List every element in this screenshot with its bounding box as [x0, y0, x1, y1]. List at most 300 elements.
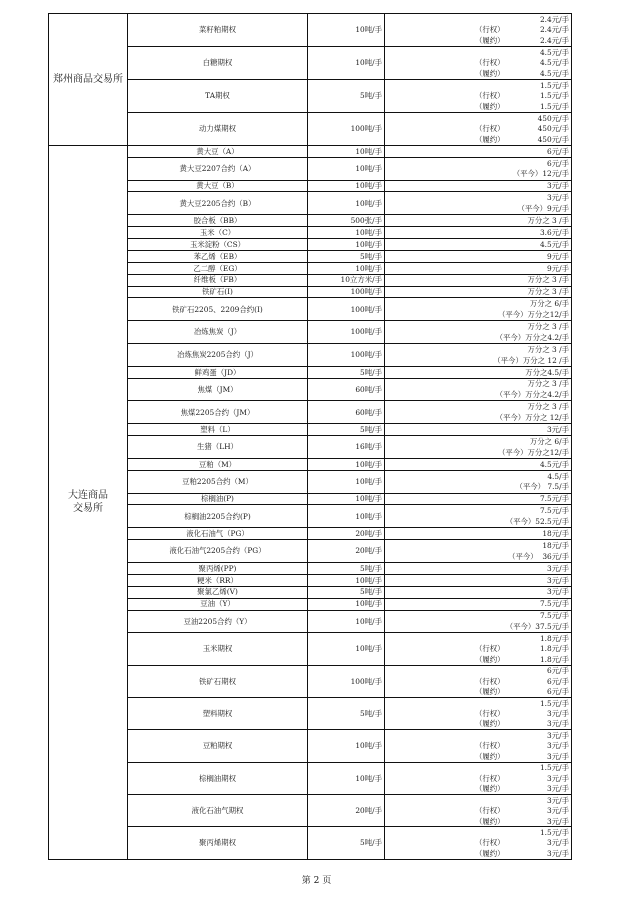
trading-unit: 10吨/手 [308, 730, 385, 762]
fee-cell [385, 344, 572, 367]
fee-line [385, 563, 571, 574]
table-row [49, 344, 572, 367]
fee-value: 3元/手 [547, 795, 569, 805]
fee-line [385, 287, 571, 298]
fee-cell [385, 436, 572, 459]
fee-type-label: （行权） [475, 773, 505, 783]
table-row [49, 424, 572, 436]
trading-unit: 10吨/手 [308, 46, 385, 79]
fee-cell [385, 586, 572, 598]
fee-line [385, 795, 571, 805]
table-row [49, 378, 572, 401]
fee-line [385, 773, 571, 783]
fee-value: 6元/手 [547, 676, 569, 686]
fee-value: 3.6元/手 [539, 227, 569, 237]
fee-line [385, 730, 571, 740]
table-row [49, 795, 572, 827]
fee-value: 3元/手 [547, 848, 569, 858]
trading-unit: 500张/手 [308, 215, 385, 227]
fee-cell [385, 192, 572, 215]
product-name: 豆粕2205合约（M） [128, 470, 308, 493]
fee-cell [385, 424, 572, 436]
trading-unit: 60吨/手 [308, 378, 385, 401]
table-row [49, 436, 572, 459]
fee-type-label: （行权） [475, 124, 505, 134]
table-row [49, 298, 572, 321]
trading-unit: 10吨/手 [308, 157, 385, 180]
fee-line [385, 134, 571, 145]
table-row [49, 321, 572, 344]
table-row [49, 157, 572, 180]
product-name: 铁矿石2205、2209合约(I) [128, 298, 308, 321]
fee-line [385, 379, 571, 390]
fee-line [385, 621, 571, 632]
exchange-name-line: 大连商品 [68, 490, 108, 502]
fee-cell [385, 762, 572, 794]
fee-value: 万分之 3 /手 [527, 287, 569, 297]
trading-unit: 10吨/手 [308, 262, 385, 274]
fee-line [385, 719, 571, 729]
trading-unit: 100吨/手 [308, 321, 385, 344]
fee-line [385, 816, 571, 826]
product-name: 冶炼焦炭2205合约（J） [128, 344, 308, 367]
table-row [49, 574, 572, 586]
fee-type-label: （履约） [475, 134, 505, 144]
fee-line [385, 25, 571, 36]
table-row [49, 239, 572, 251]
fee-line [385, 698, 571, 708]
trading-unit: 10立方米/手 [308, 274, 385, 286]
trading-unit: 5吨/手 [308, 562, 385, 574]
table-row [49, 458, 572, 470]
fee-line [385, 181, 571, 192]
fee-type-label: （平今） [512, 169, 543, 179]
fee-line [385, 482, 571, 493]
fee-value: 7.5元/手 [539, 506, 569, 516]
fee-line [385, 412, 571, 423]
fee-line [385, 528, 571, 539]
product-name: 动力煤期权 [128, 112, 308, 145]
fee-type-label: （平今） [515, 482, 546, 492]
fee-value: 12元/手 [542, 169, 569, 179]
trading-unit: 10吨/手 [308, 574, 385, 586]
trading-unit: 10吨/手 [308, 762, 385, 794]
fee-cell [385, 145, 572, 157]
fee-line [385, 611, 571, 622]
table-row [49, 366, 572, 378]
fee-line [385, 146, 571, 157]
fee-value: 4.5/手 [547, 471, 569, 481]
trading-unit: 10吨/手 [308, 227, 385, 239]
trading-unit: 5吨/手 [308, 586, 385, 598]
trading-unit: 10吨/手 [308, 192, 385, 215]
fee-value: 4.5元/手 [539, 58, 569, 68]
fee-type-label: （履约） [475, 68, 505, 78]
fee-value: 1.5元/手 [539, 698, 569, 708]
product-name: 冶炼焦炭（J） [128, 321, 308, 344]
fee-cell [385, 262, 572, 274]
fee-value: 3元/手 [547, 719, 569, 729]
fee-cell [385, 795, 572, 827]
trading-unit: 100吨/手 [308, 665, 385, 697]
product-name: TA期权 [128, 79, 308, 112]
fee-value: 9元/手 [547, 263, 569, 273]
fee-value: 万分之 12 /手 [522, 355, 569, 365]
trading-unit: 10吨/手 [308, 610, 385, 633]
fee-line [385, 101, 571, 112]
fee-line [385, 708, 571, 718]
product-name: 胶合板（BB） [128, 215, 308, 227]
trading-unit: 10吨/手 [308, 458, 385, 470]
product-name: 液化石油气（PG） [128, 528, 308, 540]
fee-value: 3元/手 [547, 424, 569, 434]
fee-line [385, 540, 571, 551]
fee-type-label: （行权） [475, 741, 505, 751]
fee-line [385, 344, 571, 355]
fee-cell [385, 633, 572, 665]
fee-cell [385, 215, 572, 227]
table-row [49, 562, 572, 574]
fee-value: 3元/手 [547, 181, 569, 191]
trading-unit: 20吨/手 [308, 528, 385, 540]
product-name: 焦煤2205合约（JM） [128, 401, 308, 424]
fee-type-label: （平今） [505, 517, 536, 527]
fee-value: 万分之 6/手 [529, 436, 569, 446]
product-name: 塑料期权 [128, 698, 308, 730]
product-name: 棕榈油2205合约(P) [128, 505, 308, 528]
fee-value: 万分之 6/手 [529, 299, 569, 309]
fee-table [48, 13, 572, 860]
product-name: 塑料（L） [128, 424, 308, 436]
table-row [49, 145, 572, 157]
fee-line [385, 838, 571, 848]
fee-value: 450元/手 [537, 134, 569, 144]
product-name: 铁矿石期权 [128, 665, 308, 697]
fee-value: 4.5元/手 [539, 68, 569, 78]
table-row [49, 180, 572, 192]
trading-unit: 10吨/手 [308, 145, 385, 157]
fee-value: 9元/手 [547, 204, 569, 214]
table-row [49, 528, 572, 540]
fee-type-label: （行权） [475, 806, 505, 816]
table-row [49, 762, 572, 794]
fee-line [385, 447, 571, 458]
trading-unit: 5吨/手 [308, 424, 385, 436]
fee-type-label: （行权） [475, 25, 505, 35]
fee-line [385, 192, 571, 203]
fee-line [385, 203, 571, 214]
fee-line [385, 741, 571, 751]
fee-type-label: （行权） [475, 676, 505, 686]
fee-cell [385, 698, 572, 730]
product-name: 黄大豆2207合约（A） [128, 157, 308, 180]
fee-type-label: （履约） [475, 654, 505, 664]
fee-value: 万分之 3 /手 [527, 215, 569, 225]
fee-value: 1.5元/手 [539, 827, 569, 837]
fee-line [385, 251, 571, 262]
trading-unit: 16吨/手 [308, 436, 385, 459]
fee-value: 3元/手 [547, 806, 569, 816]
fee-value: 4.5元/手 [539, 47, 569, 57]
table-row [49, 79, 572, 112]
fee-value: 3元/手 [547, 838, 569, 848]
fee-line [385, 687, 571, 697]
table-row [49, 401, 572, 424]
fee-value: 万分之12/手 [527, 310, 569, 320]
fee-line [385, 551, 571, 562]
fee-cell [385, 239, 572, 251]
fee-value: 1.8元/手 [539, 654, 569, 664]
product-name: 豆粕（M） [128, 458, 308, 470]
fee-value: 7.5/手 [545, 482, 569, 492]
fee-type-label: （履约） [475, 101, 505, 111]
fee-value: 1.5元/手 [539, 763, 569, 773]
fee-line [385, 587, 571, 598]
product-name: 聚丙烯期权 [128, 827, 308, 859]
product-name: 棕榈油(P) [128, 493, 308, 505]
fee-cell [385, 46, 572, 79]
trading-unit: 60吨/手 [308, 401, 385, 424]
fee-value: 7.5元/手 [539, 494, 569, 504]
fee-value: 7.5元/手 [539, 599, 569, 609]
product-name: 玉米期权 [128, 633, 308, 665]
fee-cell [385, 321, 572, 344]
fee-value: 3元/手 [547, 575, 569, 585]
trading-unit: 10吨/手 [308, 493, 385, 505]
fee-line [385, 401, 571, 412]
trading-unit: 10吨/手 [308, 633, 385, 665]
fee-cell [385, 227, 572, 239]
fee-cell [385, 298, 572, 321]
fee-value: 万分之 3 /手 [527, 321, 569, 331]
trading-unit: 5吨/手 [308, 827, 385, 859]
fee-value: 3元/手 [547, 751, 569, 761]
fee-line [385, 215, 571, 226]
trading-unit: 100吨/手 [308, 344, 385, 367]
fee-value: 3元/手 [547, 784, 569, 794]
fee-cell [385, 79, 572, 112]
product-name: 聚丙烯(PP) [128, 562, 308, 574]
fee-value: 7.5元/手 [539, 611, 569, 621]
fee-line [385, 827, 571, 837]
fee-value: 2.4元/手 [539, 35, 569, 45]
fee-line [385, 459, 571, 470]
trading-unit: 5吨/手 [308, 79, 385, 112]
product-name: 豆油（Y） [128, 598, 308, 610]
fee-line [385, 124, 571, 135]
fee-value: 2.4元/手 [539, 25, 569, 35]
product-name: 棕榈油期权 [128, 762, 308, 794]
fee-value: 万分之 3 /手 [527, 402, 569, 412]
fee-line [385, 367, 571, 378]
fee-cell [385, 562, 572, 574]
product-name: 乙二醇（EG） [128, 262, 308, 274]
product-name: 菜籽粕期权 [128, 14, 308, 47]
product-name: 玉米淀粉（CS） [128, 239, 308, 251]
fee-cell [385, 528, 572, 540]
fee-cell [385, 665, 572, 697]
page-number: 第 2 页 [301, 876, 332, 886]
product-name: 聚氯乙烯(V) [128, 586, 308, 598]
product-name: 铁矿石(I) [128, 286, 308, 298]
table-row [49, 215, 572, 227]
fee-cell [385, 574, 572, 586]
fee-line [385, 599, 571, 610]
fee-type-label: （履约） [475, 35, 505, 45]
fee-value: 18元/手 [542, 540, 569, 550]
fee-value: 6元/手 [547, 158, 569, 168]
fee-type-label: （行权） [475, 91, 505, 101]
fee-line [385, 80, 571, 91]
fee-value: 450元/手 [537, 124, 569, 134]
fee-cell [385, 378, 572, 401]
fee-line [385, 275, 571, 286]
fee-type-label: （履约） [475, 751, 505, 761]
fee-value: 2.4元/手 [539, 14, 569, 24]
fee-line [385, 654, 571, 664]
fee-cell [385, 401, 572, 424]
table-row [49, 586, 572, 598]
fee-line [385, 424, 571, 435]
fee-line [385, 390, 571, 401]
trading-unit: 20吨/手 [308, 795, 385, 827]
table-row [49, 493, 572, 505]
trading-unit: 10吨/手 [308, 505, 385, 528]
fee-value: 4.5元/手 [539, 239, 569, 249]
fee-value: 万分之 3 /手 [527, 379, 569, 389]
fee-line [385, 666, 571, 676]
table-row [49, 610, 572, 633]
product-name: 玉米（C） [128, 227, 308, 239]
table-row [49, 250, 572, 262]
fee-line [385, 298, 571, 309]
fee-line [385, 239, 571, 250]
fee-type-label: （平今） [505, 622, 536, 632]
fee-line [385, 158, 571, 169]
fee-cell [385, 180, 572, 192]
fee-value: 6元/手 [547, 687, 569, 697]
fee-value: 万分之 3 /手 [527, 275, 569, 285]
fee-value: 1.8元/手 [539, 644, 569, 654]
table-row [49, 665, 572, 697]
fee-line [385, 848, 571, 858]
fee-type-label: （平今） [495, 413, 526, 423]
fee-type-label: （履约） [475, 784, 505, 794]
fee-line [385, 169, 571, 180]
fee-line [385, 505, 571, 516]
fee-value: 3元/手 [547, 730, 569, 740]
fee-value: 1.5元/手 [539, 80, 569, 90]
table-row [49, 286, 572, 298]
product-name: 黄大豆（A） [128, 145, 308, 157]
fee-cell [385, 458, 572, 470]
fee-line [385, 806, 571, 816]
table-row [49, 262, 572, 274]
table-row [49, 598, 572, 610]
fee-cell [385, 493, 572, 505]
fee-cell [385, 14, 572, 47]
fee-line [385, 91, 571, 102]
fee-line [385, 763, 571, 773]
table-row [49, 112, 572, 145]
fee-cell [385, 274, 572, 286]
fee-line [385, 47, 571, 58]
fee-value: 万分之4.2/手 [525, 332, 569, 342]
table-row [49, 540, 572, 563]
table-row [49, 227, 572, 239]
product-name: 白糖期权 [128, 46, 308, 79]
fee-cell [385, 610, 572, 633]
exchange-name-line: 交易所 [73, 503, 103, 515]
trading-unit: 20吨/手 [308, 540, 385, 563]
fee-type-label: （平今） [497, 310, 528, 320]
fee-value: 3元/手 [547, 587, 569, 597]
table-row [49, 14, 572, 47]
product-name: 纤维板（FB） [128, 274, 308, 286]
product-name: 液化石油气期权 [128, 795, 308, 827]
exchange-name-zhengzhou: 郑州商品交易所 [49, 14, 128, 146]
fee-value: 52.5元/手 [535, 517, 569, 527]
fee-line [385, 644, 571, 654]
fee-type-label: （行权） [475, 58, 505, 68]
fee-line [385, 355, 571, 366]
fee-value: 1.5元/手 [539, 101, 569, 111]
fee-type-label: （履约） [475, 848, 505, 858]
table-row [49, 633, 572, 665]
trading-unit: 5吨/手 [308, 698, 385, 730]
fee-line [385, 113, 571, 124]
fee-value: 万分之 12/手 [525, 413, 569, 423]
table-row [49, 274, 572, 286]
fee-line [385, 471, 571, 482]
fee-value: 4.5元/手 [539, 459, 569, 469]
fee-value: 36元/手 [537, 551, 569, 561]
product-name: 鲜鸡蛋（JD） [128, 366, 308, 378]
fee-value: 9元/手 [547, 251, 569, 261]
fee-line [385, 14, 571, 25]
fee-line [385, 263, 571, 274]
fee-type-label: （平今） [493, 355, 523, 365]
fee-line [385, 227, 571, 238]
fee-type-label: （平今） [495, 390, 526, 400]
table-row [49, 192, 572, 215]
trading-unit: 10吨/手 [308, 14, 385, 47]
fee-line [385, 633, 571, 643]
fee-line [385, 676, 571, 686]
fee-line [385, 35, 571, 46]
fee-cell [385, 286, 572, 298]
table-row [49, 470, 572, 493]
fee-value: 万分之4.5/手 [525, 367, 569, 377]
fee-value: 6元/手 [547, 146, 569, 156]
trading-unit: 10吨/手 [308, 239, 385, 251]
trading-unit: 10吨/手 [308, 598, 385, 610]
product-name: 焦煤（JM） [128, 378, 308, 401]
product-name: 液化石油气2205合约（PG） [128, 540, 308, 563]
fee-line [385, 332, 571, 343]
fee-type-label: （履约） [475, 816, 505, 826]
trading-unit: 10吨/手 [308, 180, 385, 192]
fee-cell [385, 827, 572, 859]
fee-line [385, 436, 571, 447]
fee-line [385, 309, 571, 320]
fee-line [385, 575, 571, 586]
trading-unit: 5吨/手 [308, 250, 385, 262]
fee-line [385, 68, 571, 79]
fee-value: 万分之12/手 [527, 447, 569, 457]
fee-cell [385, 730, 572, 762]
table-row [49, 827, 572, 859]
